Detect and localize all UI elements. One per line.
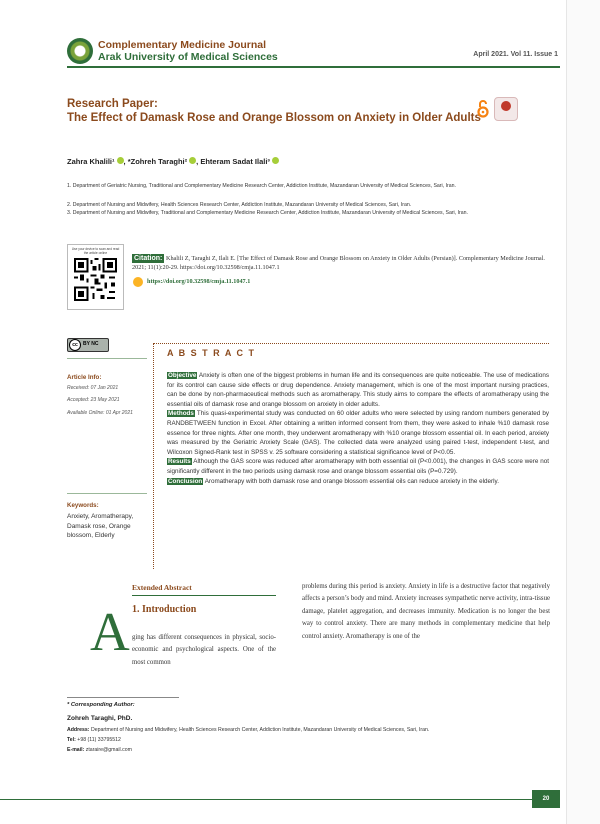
abstract-methods <box>167 409 549 457</box>
left-divider <box>67 493 147 494</box>
abstract-results <box>167 457 549 476</box>
citation-label: Citation: <box>134 255 163 262</box>
available-date: Available Online: 01 Apr 2021 <box>67 410 133 416</box>
results-text: Although the GAS score was reduced after aromatherapy with both essential oil (P<0.001), the changes in GAS score were not significantly different in the two periods using damask rose and orange blossom essential oils (P=0.729). <box>167 458 549 475</box>
article-info-heading: Article Info: <box>67 374 102 381</box>
university-name: Arak University of Medical Sciences <box>98 51 278 63</box>
affiliation-1: 1. Department of Geriatric Nursing, Traditional and Complementary Medicine Research Center, Addiction Institute, Mazandaran University of Medical Sciences, Sari, Iran. <box>67 183 456 189</box>
author-2: *Zohreh Taraghi² <box>127 157 188 166</box>
email-text[interactable]: ztaraire@gmail.com <box>84 747 132 753</box>
author-list: Zahra Khalili¹ , *Zohreh Taraghi² , Ehteram Sadat Ilali³ <box>67 157 279 166</box>
methods-label: Methods <box>168 410 194 418</box>
qr-caption: Use your device to scan and read the article online <box>71 247 120 255</box>
left-divider <box>67 358 147 359</box>
affiliation-2: 2. Department of Nursing and Midwifery, Health Sciences Research Center, Addiction Institute, Mazandaran University of Medical Sciences, Sari, Iran. <box>67 202 412 208</box>
citation-text: Khalili Z, Taraghi Z, Ilali E. [The Effect of Damask Rose and Orange Blossom on Anxiety in Older Adults (Persian)]. Complementary Medicine Journal. 2021; 11(1):20-29. https://doi.org/10.32598/cmja.11.1047.1 <box>132 255 545 271</box>
corresponding-address <box>67 727 429 733</box>
conclusion-text: Aromatherapy with both damask rose and orange blossom essential oils can reduce anxiety in the elderly. <box>203 477 499 485</box>
journal-logo-icon <box>67 38 93 64</box>
introduction-heading: 1. Introduction <box>132 604 197 615</box>
abstract-body <box>167 371 549 486</box>
issue-info: April 2021. Vol 11. Issue 1 <box>473 51 558 58</box>
email-label: E-mail: <box>67 747 85 753</box>
qr-code-icon[interactable] <box>74 258 117 301</box>
abstract-border-top <box>153 343 549 344</box>
doi-link[interactable]: https://doi.org/10.32598/cmja.11.1047.1 <box>147 278 251 285</box>
author-3: Ehteram Sadat Ilali³ <box>200 157 270 166</box>
abstract-title: A B S T R A C T <box>167 348 256 358</box>
abstract-conclusion <box>167 477 549 487</box>
open-access-icon[interactable] <box>476 100 490 118</box>
body-column-2: problems during this period is anxiety. Anxiety in life is a destructive factor that negatively affects a person’s body and mind. Anxiety increases sympathetic nerve activity, intra-tissue damage, platelet aggregation, and decreases immunity. Medication is no longer the best way to control anxiety. There are many methods in complementary medicine that help control anxiety. Aromatherapy is one of the <box>302 583 550 640</box>
doi-icon <box>133 277 143 287</box>
methods-text: This quasi-experimental study was conducted on 60 older adults who were selected by using random numbers generated by RANDBETWEEN function in Excel. After obtaining a written informed consent from them, they were asked to inhale %10 damask rose essence for three nights. After one month, they underwent aromatherapy with %10 orange blossom essential oil. In each period, anxiety was measured by the Geriatric Anxiety Scale (GAS). The collected data were analyzed using paired t-test, independent t-test, and Wilcoxon Signed-Rank test in SPSS v. 25 software considering a statistical significance level of P<0.05. <box>167 410 549 456</box>
received-date: Received: 07 Jan 2021 <box>67 385 119 391</box>
address-text: Department of Nursing and Midwifery, Health Sciences Research Center, Addiction Institute, Mazandaran University of Medical Sciences, Sari, Iran. <box>89 727 430 733</box>
orcid-icon[interactable] <box>117 157 124 164</box>
drop-cap: A <box>90 601 130 662</box>
footer-divider <box>0 799 532 800</box>
abstract-objective <box>167 371 549 409</box>
conclusion-label: Conclusion <box>168 477 203 485</box>
body-column-1: ging has different consequences in physical, socio-economic and psychological aspects. One of the most common <box>132 634 276 666</box>
extended-abstract-title: Extended Abstract <box>132 583 192 592</box>
abstract-border-left <box>153 343 154 569</box>
journal-name: Complementary Medicine Journal <box>98 39 267 51</box>
paper-type: Research Paper: <box>67 98 158 110</box>
author-1: Zahra Khalili¹ <box>67 157 115 166</box>
keywords-text: Anxiety, Aromatherapy, Damask rose, Orange blossom, Elderly <box>67 513 134 540</box>
objective-text: Anxiety is often one of the biggest problems in human life and its consequences are quite noticeable. The use of medications for its control can cause side effects or drug dependence. Anxiety management, which is one of the most important nursing practices, can be done by non-pharmaceutical methods such as aromatherapy. This study aims to compare the effects of aromatherapy using the essential oils of damask rose and orange blossom on anxiety in older adults. <box>167 372 549 408</box>
cc-license-label: BY NC <box>83 341 99 347</box>
footnote-divider <box>67 697 179 698</box>
objective-label: Objective <box>168 372 197 379</box>
affiliation-3: 3. Department of Nursing and Midwifery, Traditional and Complementary Medicine Research Center, Addiction Institute, Mazandaran University of Medical Sciences, Sari, Iran. <box>67 210 468 216</box>
page-margin-band <box>566 0 600 824</box>
corresponding-author-heading: * Corresponding Author: <box>67 702 135 708</box>
keywords-heading: Keywords: <box>67 502 99 509</box>
orcid-icon[interactable] <box>272 157 279 164</box>
crossmark-dot-icon <box>501 101 511 111</box>
address-label: Address: <box>67 727 90 733</box>
corresponding-author-name: Zohreh Taraghi, PhD. <box>67 715 133 722</box>
corresponding-tel <box>67 737 121 743</box>
tel-label: Tel: <box>67 737 76 743</box>
page-number: 20 <box>532 790 560 808</box>
orcid-icon[interactable] <box>189 157 196 164</box>
cc-icon: cc <box>69 339 81 351</box>
accepted-date: Accepted: 23 May 2021 <box>67 397 120 403</box>
corresponding-email <box>67 747 132 753</box>
results-label: Results <box>168 458 191 466</box>
header-divider <box>67 66 560 68</box>
tel-text: +98 (11) 33795512 <box>75 737 121 743</box>
paper-title: The Effect of Damask Rose and Orange Blossom on Anxiety in Older Adults <box>67 112 481 124</box>
extended-divider <box>132 595 276 596</box>
